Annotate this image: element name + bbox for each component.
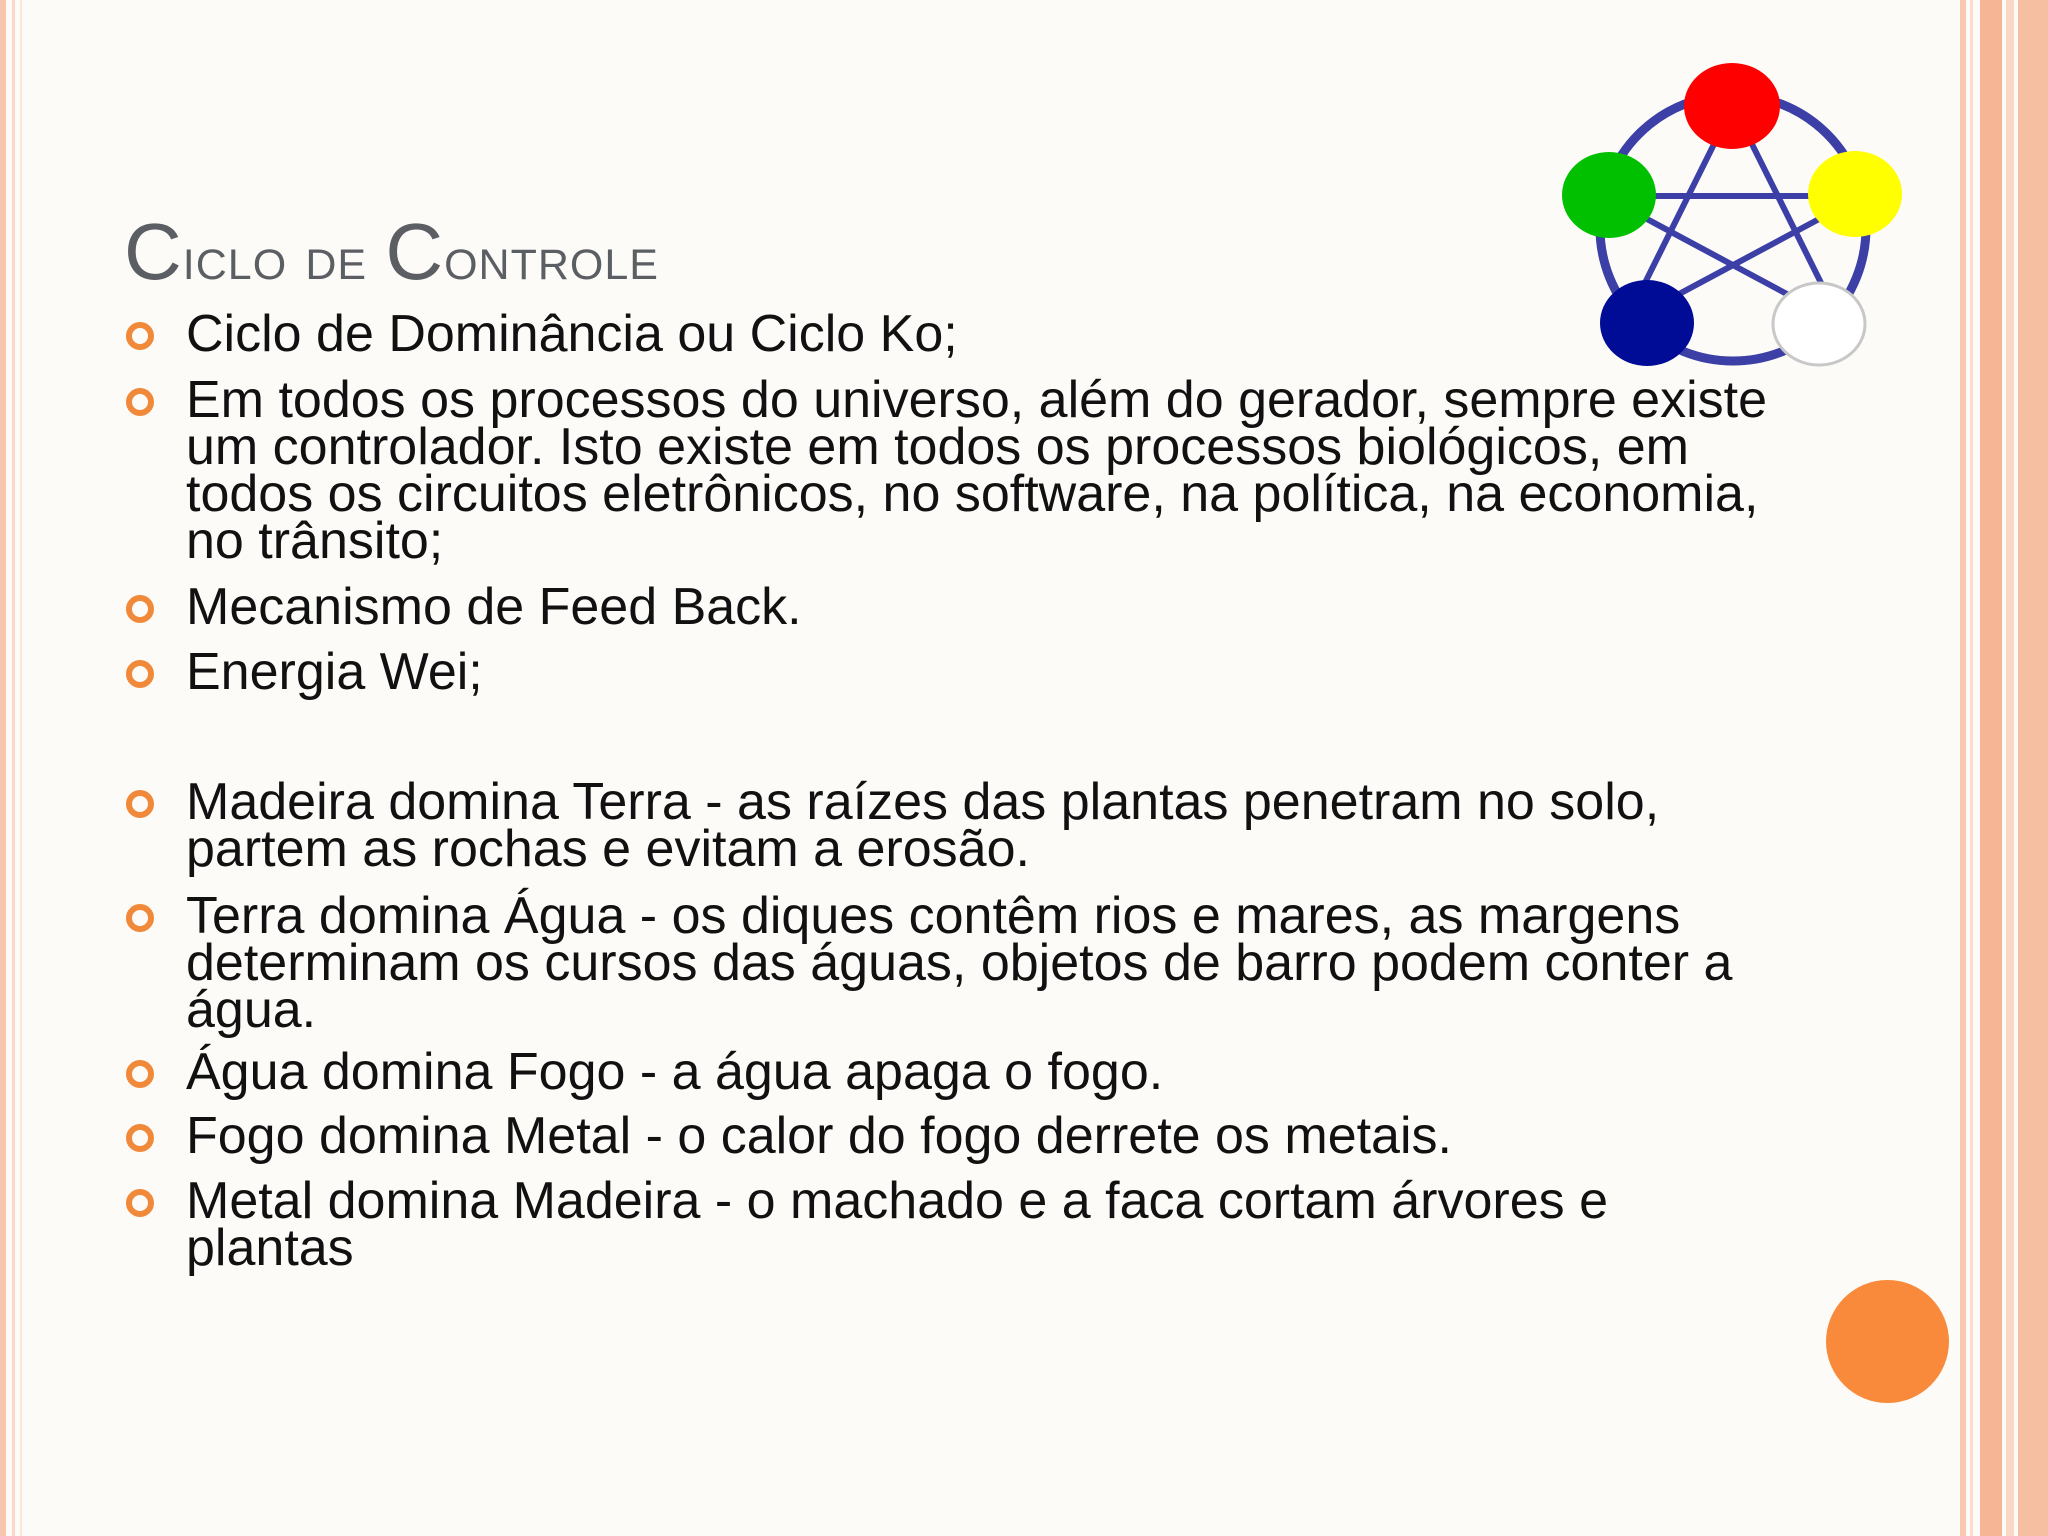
bullet-text: Em todos os processos do universo, além do gerador, sempre existe um controlador. Isto existe em todos os processos biológicos, em todos os circuitos eletrônicos, no software, na política, na economia, no trânsito;: [186, 371, 1768, 570]
fire-element-circle: [1684, 63, 1780, 149]
bullet-icon: [126, 322, 154, 350]
earth-element-circle: [1808, 151, 1902, 237]
bullet-icon: [126, 904, 154, 932]
right-border-stripe: [1980, 0, 2002, 1536]
bullet-icon: [126, 1060, 154, 1088]
bullet-icon: [126, 790, 154, 818]
bullet-text: Mecanismo de Feed Back.: [186, 578, 802, 636]
bullet-text: Fogo domina Metal - o calor do fogo derrete os metais.: [186, 1107, 1452, 1165]
left-border-stripe: [0, 0, 6, 1536]
slide-title: Ciclo de Controle: [124, 207, 659, 296]
decorative-orange-circle: [1826, 1280, 1949, 1403]
bullet-icon: [126, 1124, 154, 1152]
bullet-text: Ciclo de Dominância ou Ciclo Ko;: [186, 305, 958, 363]
bullet-icon: [126, 388, 154, 416]
right-border-stripe: [2006, 0, 2014, 1536]
bullet-text: Terra domina Água - os diques contêm rios e mares, as margens determinam os cursos das águas, objetos de barro podem conter a água.: [186, 887, 1733, 1039]
right-border-stripe: [1960, 0, 1966, 1536]
bullet-icon: [126, 595, 154, 623]
left-border-stripe: [20, 0, 22, 1536]
right-border-stripe: [1970, 0, 1973, 1536]
bullet-icon: [126, 660, 154, 688]
bullet-text: Água domina Fogo - a água apaga o fogo.: [186, 1043, 1164, 1101]
left-border-stripe: [12, 0, 15, 1536]
bullet-text: Metal domina Madeira - o machado e a faca cortam árvores e plantas: [186, 1172, 1609, 1277]
bullet-icon: [126, 1189, 154, 1217]
right-border-stripe: [2018, 0, 2048, 1536]
wood-element-circle: [1562, 152, 1656, 238]
bullet-text: Madeira domina Terra - as raízes das plantas penetram no solo, partem as rochas e evitam a erosão.: [186, 773, 1660, 878]
bullet-text: Energia Wei;: [186, 643, 483, 701]
